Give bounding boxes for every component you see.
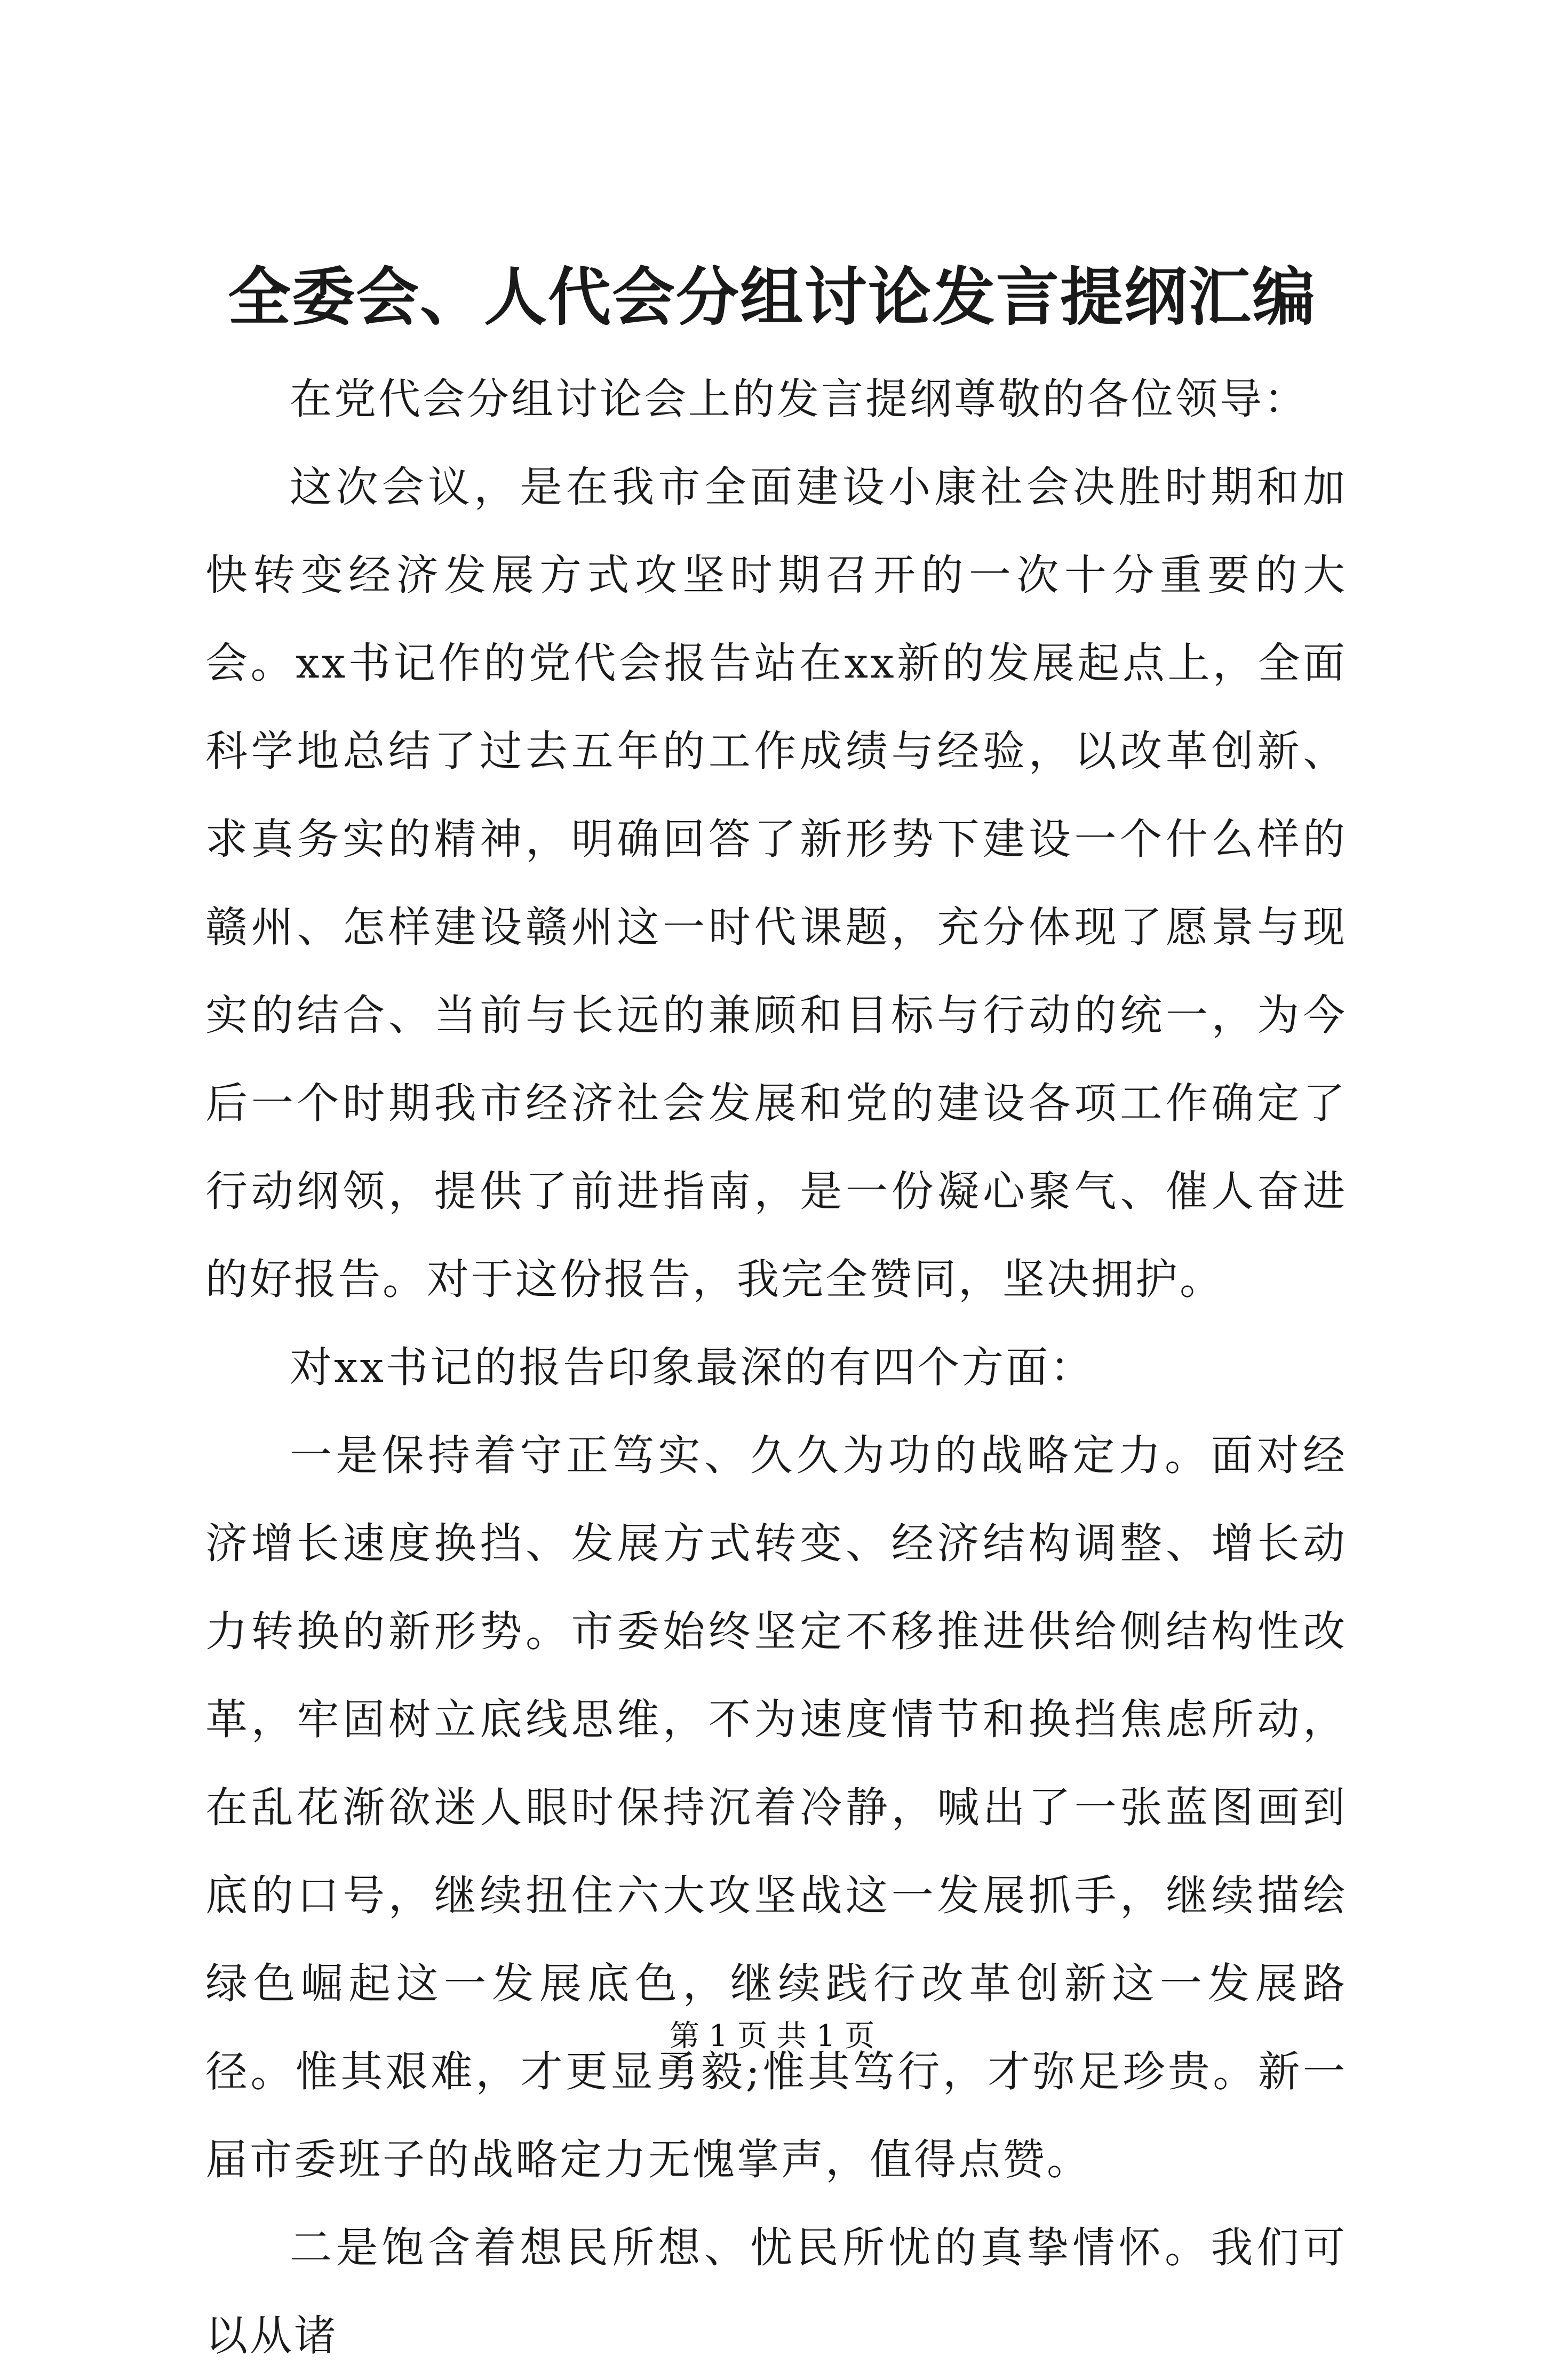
page-footer: 第 1 页 共 1 页 (669, 2019, 875, 2053)
paragraph-impressions: 对xx书记的报告印象最深的有四个方面： (290, 1343, 1095, 1392)
paragraph-point-one: 一是保持着守正笃实、久久为功的战略定力。面对经济增长速度换挡、发展方式转变、经济结构调整、增长动力转换的新形势。市委始终坚定不移推进供给侧结构性改革，牢固树立底线思维，不为速度情节和换挡焦虑所动，在乱花渐欲迷人眼时保持沉着冷静，喊出了一张蓝图画到底的口号，继续扭住六大攻坚战这一发展抓手，继续描绘绿色崛起这一发展底色，继续践行改革创新这一发展路径。惟其艰难，才更显勇毅;惟其笃行，才弥足珍贵。新一届市委班子的战略定力无愧掌声，值得点赞。 (205, 1431, 1347, 2184)
document-title: 全委会、人代会分组讨论发言提纲汇编 (227, 260, 1316, 334)
paragraph-greeting: 在党代会分组讨论会上的发言提纲尊敬的各位领导： (290, 375, 1308, 424)
paragraph-point-two: 二是饱含着想民所想、忧民所忧的真挚情怀。我们可以从诸 (205, 2223, 1347, 2360)
document-body (205, 355, 1347, 2380)
paragraph-intro: 这次会议，是在我市全面建设小康社会决胜时期和加快转变经济发展方式攻坚时期召开的一次十分重要的大会。xx书记作的党代会报告站在xx新的发展起点上，全面科学地总结了过去五年的工作成绩与经验，以改革创新、求真务实的精神，明确回答了新形势下建设一个什么样的赣州、怎样建设赣州这一时代课题，充分体现了愿景与现实的结合、当前与长远的兼顾和目标与行动的统一，为今后一个时期我市经济社会发展和党的建设各项工作确定了行动纲领，提供了前进指南，是一份凝心聚气、催人奋进的好报告。对于这份报告，我完全赞同，坚决拥护。 (205, 463, 1347, 1304)
